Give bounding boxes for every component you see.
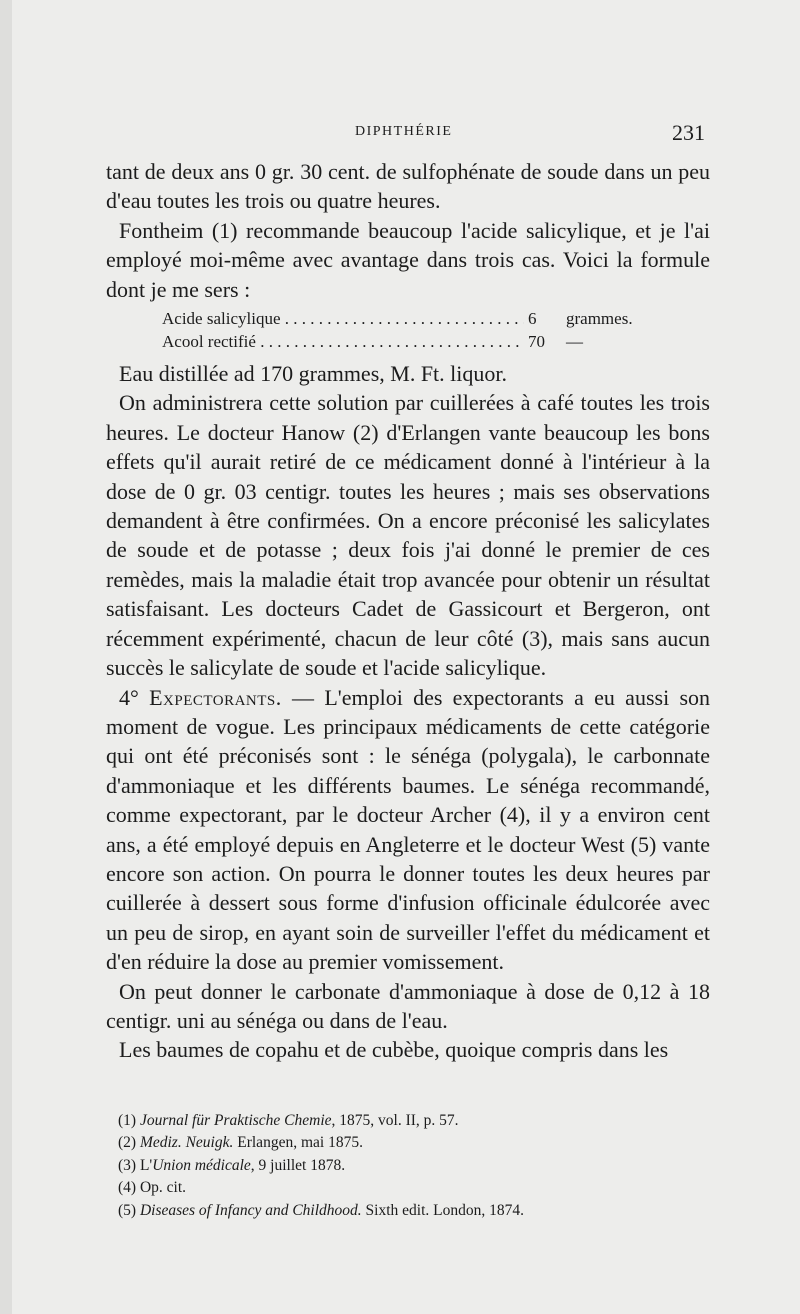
formula-quantity: 6 <box>528 309 537 329</box>
paragraph-5 <box>106 683 710 977</box>
footnote <box>118 1200 718 1222</box>
footnote-title: Union médicale <box>152 1156 251 1174</box>
footnote-title: Diseases of Infancy and Childhood. <box>139 1201 362 1219</box>
section-text: — L'emploi des expectorants a eu aussi son moment de vogue. Les principaux médicaments de cette catégorie qui ont été préconisés sont : le sénéga (polygala), le carbonnate d'ammoniaque et les différents baumes. Le sénéga recommandé, comme expectorant, par le docteur Archer (4), il y a environ cent ans, a été employé depuis en Angleterre et le docteur West (5) vante encore son action. On pourra le donner toutes les deux heures par cuillerée à dessert sous forme d'infusion officinale édulcorée avec un peu de sirop, en ayant soin de surveiller l'effet du médicament et d'en réduire la dose au premier vomissement. <box>106 684 711 975</box>
footnote <box>118 1177 718 1199</box>
footnote-rest: Sixth edit. London, 1874. <box>361 1201 524 1219</box>
footnote-mark: (1) <box>118 1112 140 1129</box>
paragraph-3: Eau distillée ad 170 grammes, M. Ft. liquor. <box>119 361 508 387</box>
footnote <box>118 1155 718 1177</box>
formula-ingredient: Acide salicylique . . . <box>162 307 524 330</box>
footnote-rest: , 9 juillet 1878. <box>250 1156 346 1174</box>
formula-block <box>162 307 710 353</box>
formula-ingredient: Acool rectifié . . . <box>162 330 524 353</box>
body-text <box>106 157 710 1065</box>
footnote-rest: , 1875, vol. II, p. 57. <box>331 1112 459 1129</box>
footnote-mark: (3) L' <box>118 1156 153 1174</box>
formula-unit: — <box>566 332 583 352</box>
running-head <box>0 120 800 148</box>
footnote-mark: (5) <box>118 1201 140 1219</box>
footnote-mark: (4) <box>118 1179 140 1197</box>
formula-unit: grammes. <box>566 309 633 329</box>
footnote-mark: (2) <box>118 1134 140 1152</box>
paragraph-2: Fontheim (1) recommande beaucoup l'acide salicylique, et je l'ai employé moi-même avec avantage dans trois cas. Voici la formule dont je me sers : <box>106 217 710 302</box>
formula-row <box>162 307 710 330</box>
footnote-rest: Erlangen, mai 1875. <box>233 1134 363 1152</box>
section-number: 4° <box>119 684 139 710</box>
formula-row <box>162 330 710 353</box>
running-title: DIPHTHÉRIE <box>355 124 453 139</box>
footnote-rest: Op. cit. <box>139 1179 187 1197</box>
paragraph-7: Les baumes de copahu et de cubèbe, quoique compris dans les <box>119 1037 669 1063</box>
footnotes <box>118 1110 718 1222</box>
formula-quantity: 70 <box>528 332 545 352</box>
footnote <box>118 1110 718 1132</box>
paragraph-6: On peut donner le carbonate d'ammoniaque à dose de 0,12 à 18 centigr. uni au sénéga ou dans de l'eau. <box>106 978 710 1033</box>
paragraph-4: On administrera cette solution par cuillerées à café toutes les trois heures. Le docteur Hanow (2) d'Erlangen vante beaucoup les bons effets qu'il aurait retiré de ce médicament donné à l'intérieur à la dose de 0 gr. 03 centigr. toutes les heures ; mais ses observations demandent à être confirmées. On a encore préconisé les salicylates de soude et de potasse ; deux fois j'ai donné le premier de ces remèdes, mais la maladie était trop avancée pour obtenir un résultat satisfaisant. Les docteurs Cadet de Gassicourt et Bergeron, ont récemment expérimenté, chacun de leur côté (3), mais sans aucun succès le salicylate de soude et l'acide salicylique. <box>106 390 710 681</box>
footnote-title: Mediz. Neuigk. <box>139 1134 234 1152</box>
page-gutter-shadow <box>0 0 12 1314</box>
footnote-title: Journal für Praktische Chemie <box>139 1112 332 1129</box>
page-number: 231 <box>672 120 705 145</box>
section-heading: Expectorants. <box>149 684 282 710</box>
footnote <box>118 1132 718 1154</box>
paragraph-1: tant de deux ans 0 gr. 30 cent. de sulfophénate de soude dans un peu d'eau toutes les trois ou quatre heures. <box>106 159 710 214</box>
